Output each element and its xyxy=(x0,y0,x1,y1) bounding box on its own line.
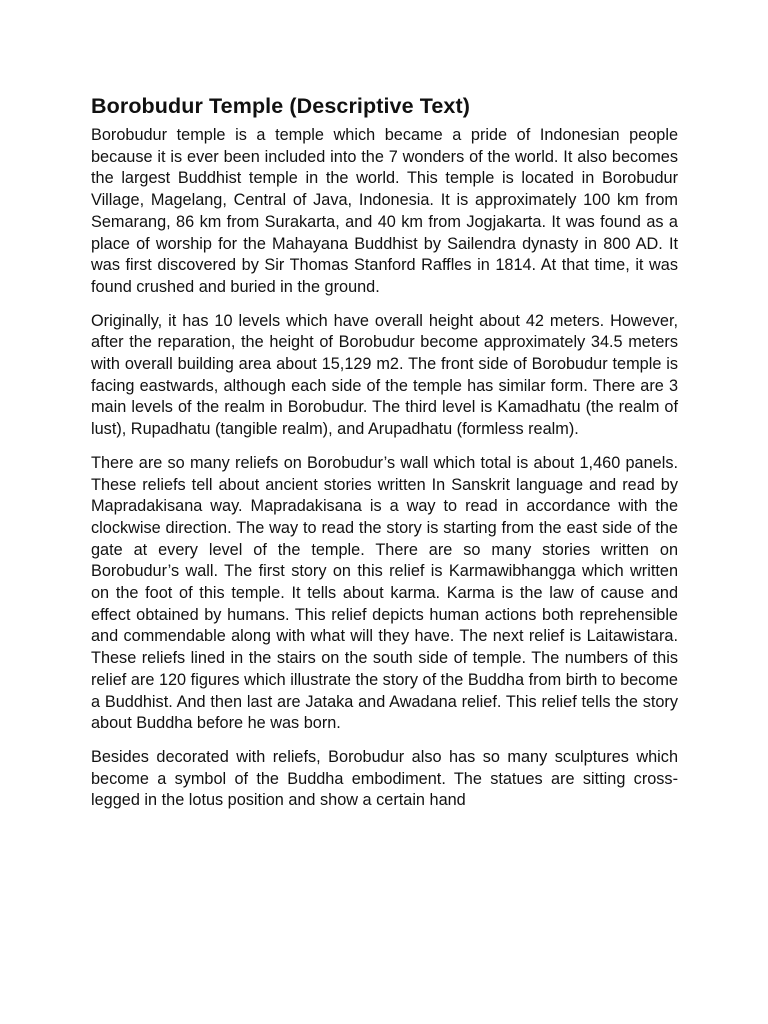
paragraph-reliefs: There are so many reliefs on Borobudur’s wall which total is about 1,460 panels. These reliefs tell about ancient stories written In Sanskrit language and read by Mapradakisana way. Mapradakisana is a way to read in accordance with the clockwise direction. The way to read the story is starting from the east side of the gate at every level of the temple. There are so many stories written on Borobudur’s wall. The first story on this relief is Karmawibhangga which written on the foot of this temple. It tells about karma. Karma is the law of cause and effect obtained by humans. This relief depicts human actions both reprehensible and commendable along with what will they have. The next relief is Laitawistara. These reliefs lined in the stairs on the south side of temple. The numbers of this relief are 120 figures which illustrate the story of the Buddha from birth to become a Buddhist. And then last are Jataka and Awadana relief. This relief tells the story about Buddha before he was born. xyxy=(91,453,678,733)
paragraph-sculptures: Besides decorated with reliefs, Borobudur also has so many sculptures which become a symbol of the Buddha embodiment. The statues are sitting cross-legged in the lotus position and show a certain hand xyxy=(91,747,678,810)
document-title: Borobudur Temple (Descriptive Text) xyxy=(91,94,471,118)
paragraph-introduction: Borobudur temple is a temple which became a pride of Indonesian people because it is ever been included into the 7 wonders of the world. It also becomes the largest Buddhist temple in the world. This temple is located in Borobudur Village, Magelang, Central of Java, Indonesia. It is approximately 100 km from Semarang, 86 km from Surakarta, and 40 km from Jogjakarta. It was found as a place of worship for the Mahayana Buddhist by Sailendra dynasty in 800 AD. It was first discovered by Sir Thomas Stanford Raffles in 1814. At that time, it was found crushed and buried in the ground. xyxy=(91,126,678,296)
paragraph-levels: Originally, it has 10 levels which have overall height about 42 meters. However, after the reparation, the height of Borobudur become approximately 34.5 meters with overall building area about 15,129 m2. The front side of Borobudur temple is facing eastwards, although each side of the temple has similar form. There are 3 main levels of the realm in Borobudur. The third level is Kamadhatu (the realm of lust), Rupadhatu (tangible realm), and Arupadhatu (formless realm). xyxy=(91,311,678,439)
